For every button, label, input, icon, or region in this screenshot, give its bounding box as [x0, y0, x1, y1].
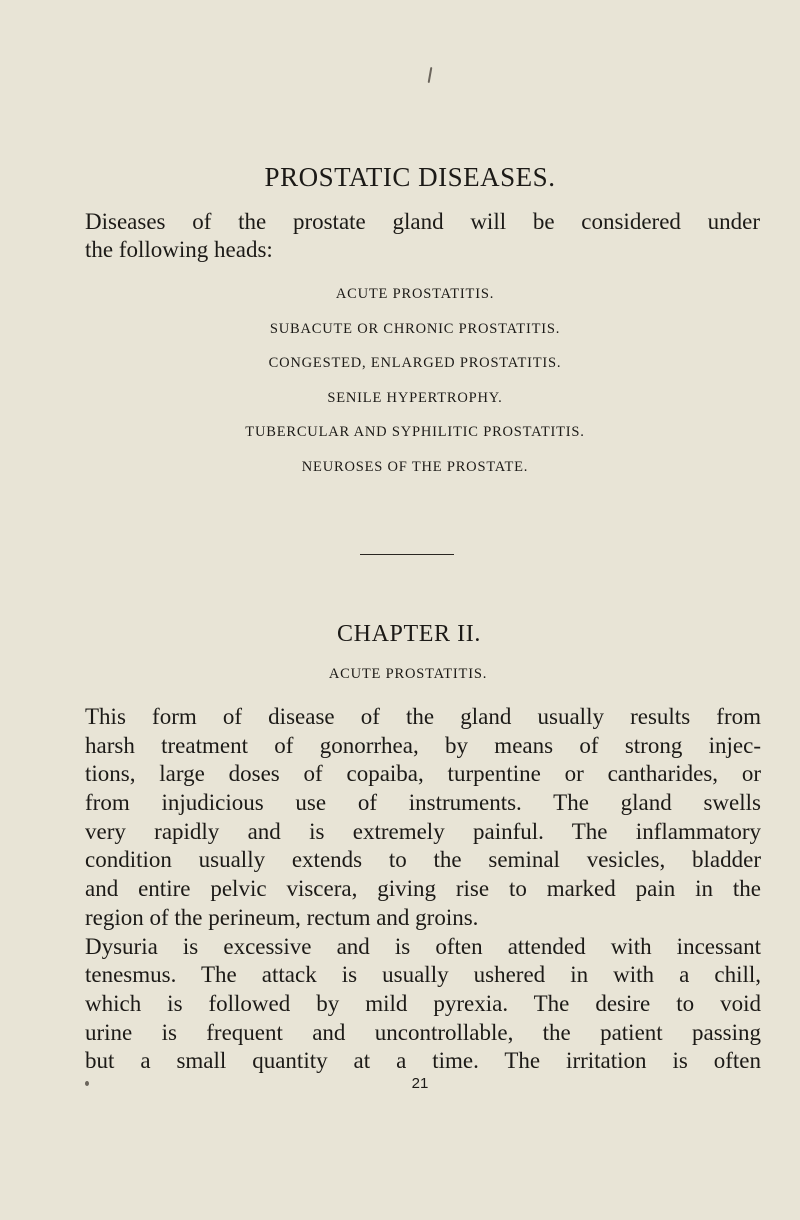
page-title: PROSTATIC DISEASES.	[264, 162, 556, 192]
heads-list	[0, 284, 800, 491]
body-line: very rapidly and is extremely painful. The inflammatory	[85, 818, 761, 844]
intro-paragraph	[85, 208, 760, 264]
intro-line: the following heads:	[85, 237, 273, 262]
body-text	[85, 703, 761, 1076]
head-item: ACUTE PROSTATITIS.	[335, 286, 495, 302]
head-item: NEUROSES OF THE PROSTATE.	[301, 458, 529, 475]
chapter-subhead: ACUTE PROSTATITIS.	[328, 666, 488, 682]
body-line: which is followed by mild pyrexia. The desire to void	[85, 990, 761, 1016]
body-line: region of the perineum, rectum and groins.	[85, 904, 479, 930]
body-line: from injudicious use of instruments. The gland swells	[85, 790, 761, 816]
page-number: 21	[411, 1075, 429, 1092]
intro-line: Diseases of the prostate gland will be considered under	[85, 209, 760, 234]
chapter-title: CHAPTER II.	[337, 621, 481, 647]
body-line: Dysuria is excessive and is often attended with incessant	[85, 933, 761, 959]
body-line: harsh treatment of gonorrhea, by means of strong injec-	[85, 732, 761, 758]
body-line: urine is frequent and uncontrollable, the patient passing	[85, 1019, 761, 1045]
body-line: tions, large doses of copaiba, turpentine or cantharides, or	[85, 761, 761, 787]
head-item: CONGESTED, ENLARGED PROSTATITIS.	[268, 355, 562, 371]
body-line: tenesmus. The attack is usually ushered in with a chill,	[85, 962, 761, 988]
body-line: This form of disease of the gland usually results from	[85, 704, 761, 729]
head-item: TUBERCULAR AND SYPHILITIC PROSTATITIS.	[245, 424, 585, 440]
head-item: SENILE HYPERTROPHY.	[327, 389, 503, 406]
body-line: condition usually extends to the seminal vesicles, bladder	[85, 847, 761, 873]
head-item: SUBACUTE OR CHRONIC PROSTATITIS.	[269, 320, 561, 337]
body-line: but a small quantity at a time. The irritation is often	[85, 1048, 761, 1074]
section-divider	[360, 554, 454, 555]
ink-speck	[428, 67, 433, 83]
body-line: and entire pelvic viscera, giving rise to marked pain in the	[85, 876, 761, 902]
